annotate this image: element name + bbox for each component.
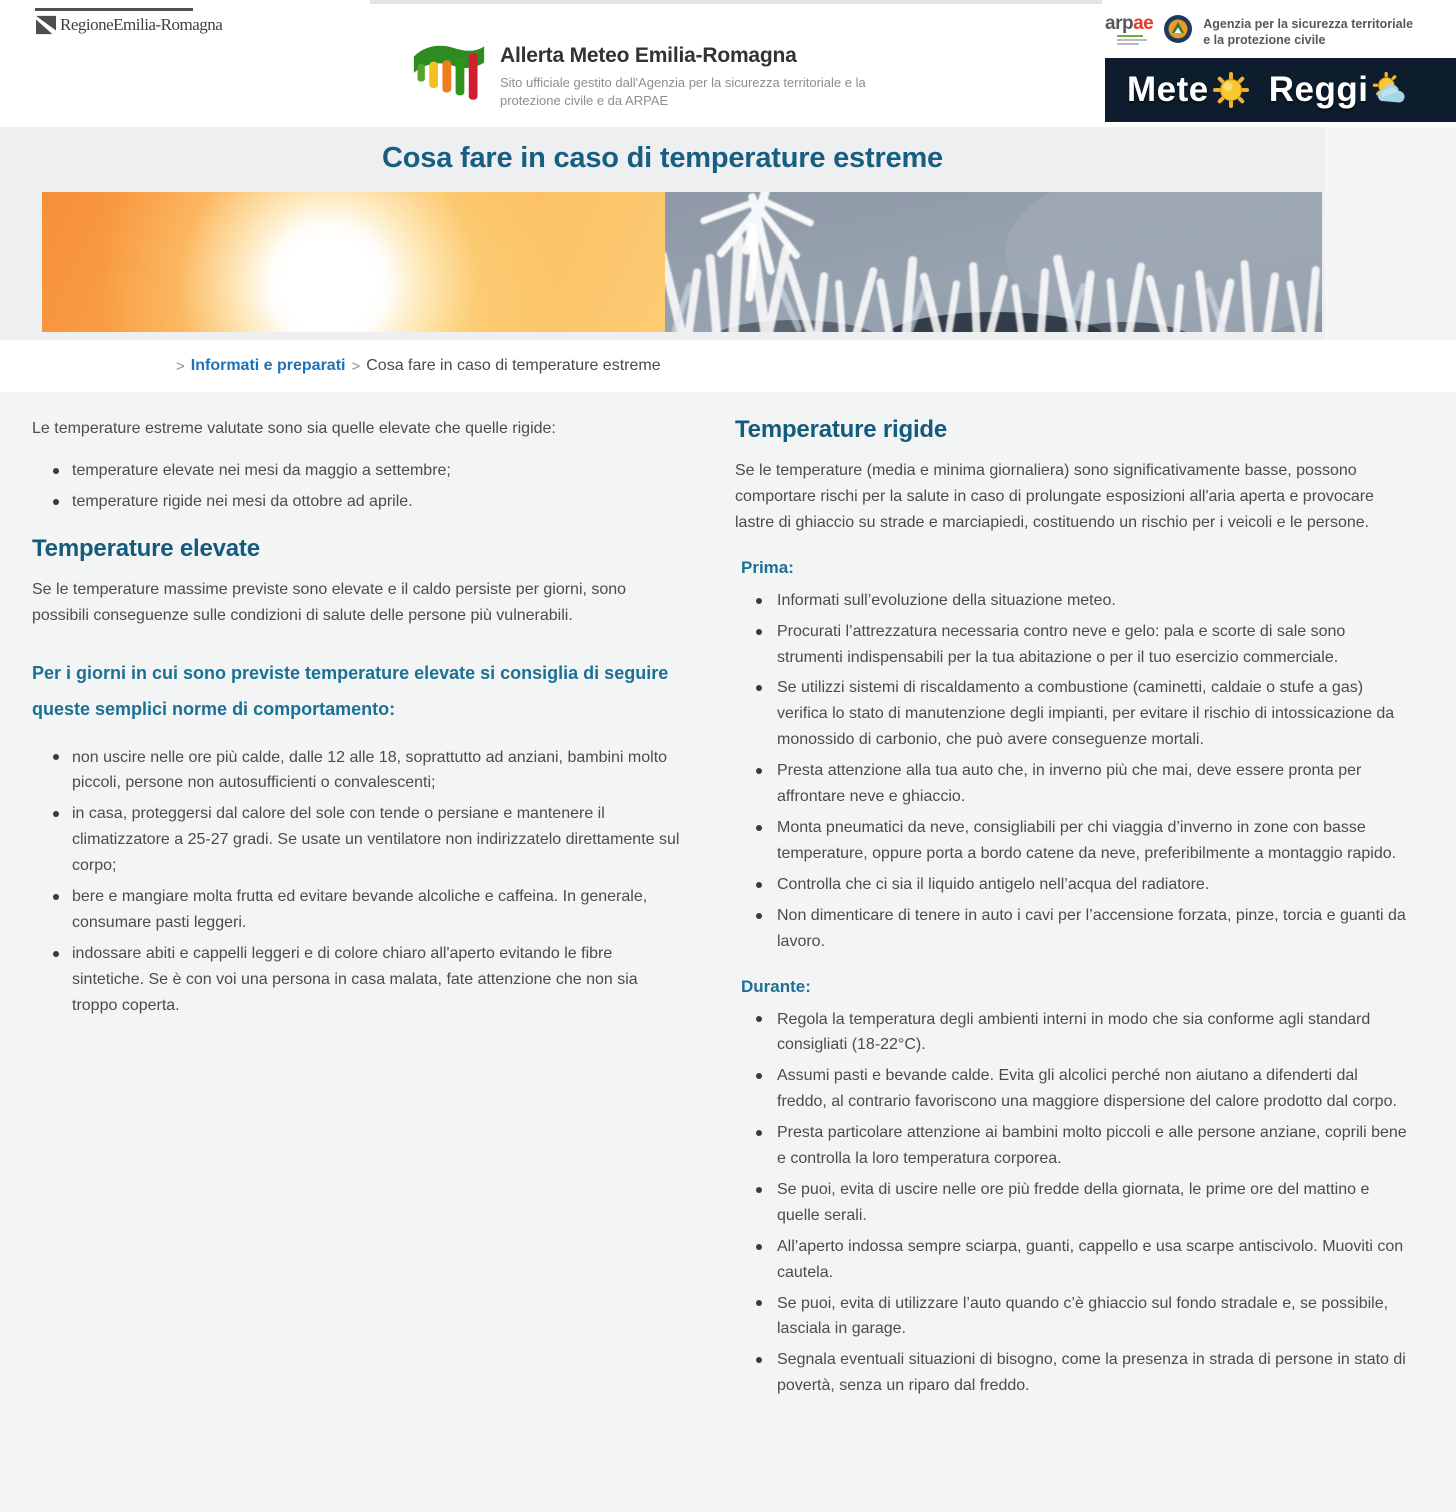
site-brand[interactable] (412, 42, 872, 110)
list-item: non uscire nelle ore più calde, dalle 12 alle 18, soprattutto ad anziani, bambini molto piccoli, persone non autosufficienti o convalescenti; (32, 745, 680, 797)
region-logo-bar (35, 8, 193, 11)
temperature-elevate-list (32, 745, 680, 1019)
banner-word-reggi: Reggi (1268, 70, 1369, 109)
list-item: indossare abiti e cappelli leggeri e di colore chiaro all'aperto evitando le fibre sintetiche. Se è con voi una persona in casa malata, fate attenzione che non sia troppo coperta. (32, 941, 680, 1019)
heading-prima: Prima: (741, 557, 794, 577)
sun-cloud-icon (1370, 70, 1410, 110)
list-item: temperature rigide nei mesi da ottobre ad aprile. (32, 489, 680, 515)
frost-photo (665, 192, 1322, 332)
column-temperature-rigide (735, 416, 1411, 1512)
region-logo-text: RegioneEmilia-Romagna (60, 15, 223, 34)
list-item: Assumi pasti e bevande calde. Evita gli alcolici perché non aiutano a difenderti dal freddo, al contrario favoriscono una maggiore dispersione del calore prodotto dal corpo. (735, 1063, 1411, 1115)
list-item: Se utilizzi sistemi di riscaldamento a combustione (caminetti, caldaie o stufe a gas) verifica lo stato di manutenzione degli impianti, per evitare il rischio di intossicazione da monossido di carbonio, che può avere conseguenze mortali. (735, 675, 1411, 753)
column-temperature-elevate (32, 416, 680, 1512)
durante-list (735, 1007, 1411, 1400)
breadcrumb (0, 340, 1456, 392)
chevron-right-icon: > (351, 357, 361, 375)
sun-photo (42, 192, 665, 332)
list-item: All’aperto indossa sempre sciarpa, guanti, cappello e usa scarpe antiscivolo. Muoviti con cautela. (735, 1234, 1411, 1286)
region-emilia-romagna-logo[interactable] (35, 8, 222, 35)
civil-protection-icon (1163, 14, 1193, 44)
arpae-text-gray: arp (1105, 13, 1134, 34)
heading-temperature-rigide: Temperature rigide (735, 416, 948, 443)
list-item: Se puoi, evita di uscire nelle ore più fredde della giornata, le prime ore del mattino e quelle serali. (735, 1177, 1411, 1229)
list-item: Regola la temperatura degli ambienti interni in modo che sia conforme agli standard consigliati (18-22°C). (735, 1007, 1411, 1059)
heading-durante: Durante: (741, 976, 811, 996)
temperature-rigide-paragraph: Se le temperature (media e minima giornaliera) sono significativamente basse, possono comportare rischi per la salute in caso di prolungate esposizioni all'aria aperta e provocare lastre di ghiaccio su strade e marciapiedi, costituendo un rischio per i veicoli e le persone. (735, 462, 1374, 531)
arpae-text-red: ae (1133, 13, 1154, 34)
intro-list (32, 458, 680, 515)
meteo-reggio-ad-banner[interactable] (1105, 58, 1456, 122)
chevron-right-icon: > (176, 357, 185, 375)
list-item: Controlla che ci sia il liquido antigelo nell’acqua del radiatore. (735, 872, 1411, 898)
list-item: Non dimenticare di tenere in auto i cavi per l’accensione forzata, pinze, torcia e guanti da lavoro. (735, 903, 1411, 955)
list-item: Se puoi, evita di utilizzare l’auto quando c’è ghiaccio sul fondo stradale e, se possibile, lasciala in garage. (735, 1291, 1411, 1343)
main-content (0, 392, 1456, 1512)
list-item: bere e mangiare molta frutta ed evitare bevande alcoliche e caffeina. In generale, consumare pasti leggeri. (32, 884, 680, 936)
list-item: Presta attenzione alla tua auto che, in inverno più che mai, deve essere pronta per affrontare neve e ghiaccio. (735, 758, 1411, 810)
arpae-logo-lines (1117, 35, 1153, 45)
top-rule-divider (370, 0, 1102, 4)
region-logo-mark-icon (35, 15, 57, 35)
agency-name: Agenzia per la sicurezza territoriale e la protezione civile (1203, 17, 1414, 48)
heading-temperature-elevate: Temperature elevate (32, 534, 260, 562)
site-title: Allerta Meteo Emilia-Romagna (500, 44, 797, 67)
breadcrumb-link-informati[interactable]: Informati e preparati (190, 357, 346, 374)
site-subtitle: Sito ufficiale gestito dall'Agenzia per la sicurezza territoriale e la protezione civile e da ARPAE (500, 75, 866, 109)
temperature-elevate-lead: Per i giorni in cui sono previste temperature elevate si consiglia di seguire queste semplici norme di comportamento: (32, 662, 669, 719)
list-item: Segnala eventuali situazioni di bisogno, come la presenza in strada di persone in stato di povertà, senza un riparo dal freddo. (735, 1347, 1411, 1399)
list-item: Informati sull’evoluzione della situazione meteo. (735, 588, 1411, 614)
hero-image (42, 192, 1322, 332)
list-item: Monta pneumatici da neve, consigliabili per chi viaggia d’inverno in zone con basse temperature, oppure porta a bordo catene da neve, preferibilmente a montaggio rapido. (735, 815, 1411, 867)
arpae-logo[interactable] (1105, 14, 1153, 47)
allerta-meteo-logo-icon (412, 42, 486, 102)
temperature-elevate-paragraph: Se le temperature massime previste sono elevate e il caldo persiste per giorni, sono possibili conseguenze sulle condizioni di salute delle persone più vulnerabili. (32, 580, 627, 624)
page-title: Cosa fare in caso di temperature estreme (382, 142, 943, 174)
site-header (0, 0, 1456, 127)
list-item: Presta particolare attenzione ai bambini molto piccoli e alle persone anziane, coprili bene e controlla la loro temperatura corporea. (735, 1120, 1411, 1172)
list-item: Procurati l’attrezzatura necessaria contro neve e gelo: pala e scorte di sale sono strumenti indispensabili per la tua abitazione o per il tuo esercizio commerciale. (735, 619, 1411, 671)
breadcrumb-current-page: Cosa fare in caso di temperature estreme (366, 357, 661, 374)
sun-icon (1211, 70, 1251, 110)
intro-paragraph: Le temperature estreme valutate sono sia quelle elevate che quelle rigide: (32, 420, 556, 437)
title-band (0, 127, 1456, 340)
banner-word-mete: Mete (1127, 70, 1209, 109)
prima-list (735, 588, 1411, 955)
list-item: in casa, proteggersi dal calore del sole con tende o persiane e mantenere il climatizzatore a 25-27 gradi. Se usate un ventilatore non indirizzatelo direttamente sul corpo; (32, 801, 680, 879)
list-item: temperature elevate nei mesi da maggio a settembre; (32, 458, 680, 484)
agency-row (1105, 14, 1421, 49)
